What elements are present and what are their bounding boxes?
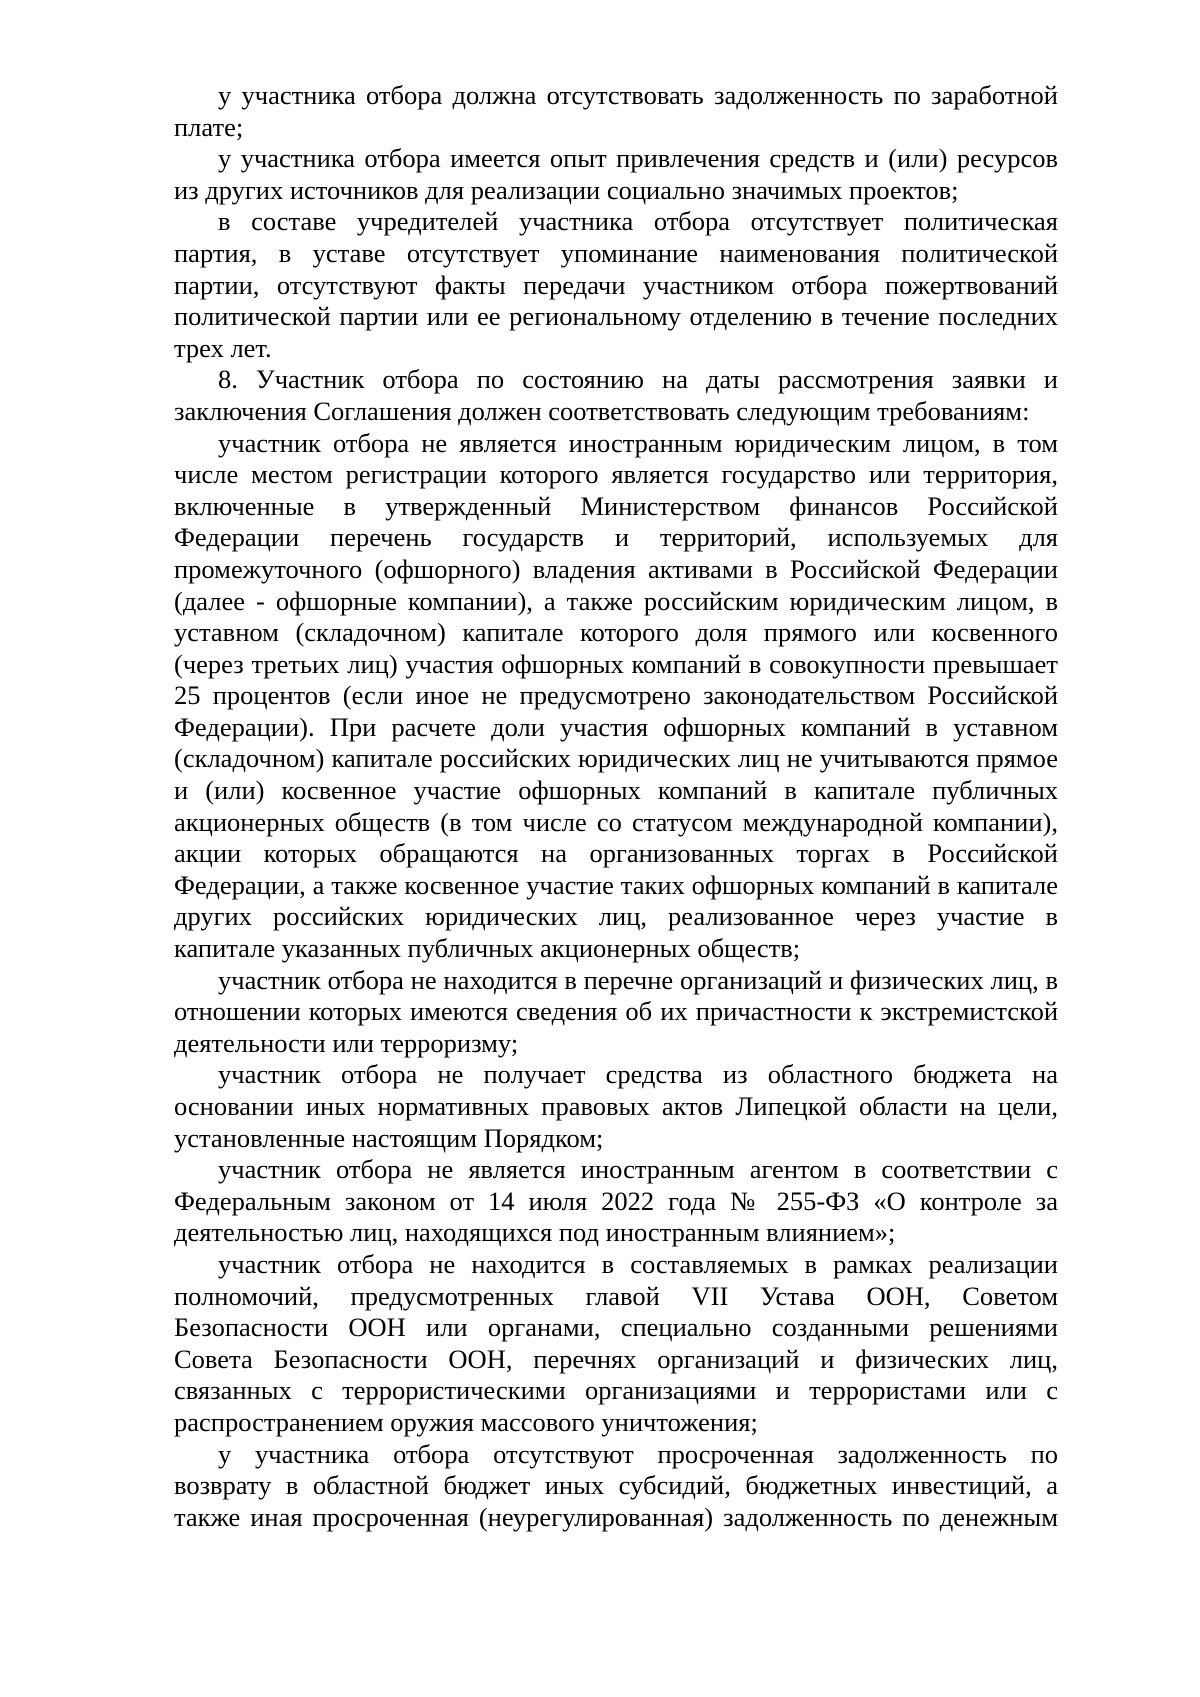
document-page	[174, 80, 1058, 1533]
paragraph-political-party: в составе учредителей участника отбора отсутствует политическая партия, в уставе отсутствует упоминание наименования политической партии, отсутствуют факты передачи участником отбора пожертвований политической партии или ее региональному отделению в течение последних трех лет.	[174, 206, 1058, 363]
paragraph-fundraising-experience: у участника отбора имеется опыт привлечения средств и (или) ресурсов из других источников для реализации социально значимых проектов;	[174, 143, 1058, 205]
paragraph-extremism-list: участник отбора не находится в перечне организаций и физических лиц, в отношении которых имеются сведения об их причастности к экстремистской деятельности или терроризму;	[174, 964, 1058, 1058]
paragraph-offshore: участник отбора не является иностранным юридическим лицом, в том числе местом регистрации которого является государство или территория, включенные в утвержденный Министерством финансов Российской Федерации перечень государств и территорий, используемых для промежуточного (офшорного) владения активами в Российской Федерации (далее - офшорные компании), а также российским юридическим лицом, в уставном (складочном) капитале которого доля прямого или косвенного (через третьих лиц) участия офшорных компаний в совокупности превышает 25 процентов (если иное не предусмотрено законодательством Российской Федерации). При расчете доли участия офшорных компаний в уставном (складочном) капитале российских юридических лиц не учитываются прямое и (или) косвенное участие офшорных компаний в капитале публичных акционерных обществ (в том числе со статусом международной компании), акции которых обращаются на организованных торгах в Российской Федерации, а также косвенное участие таких офшорных компаний в капитале других российских юридических лиц, реализованное через участие в капитале указанных публичных акционерных обществ;	[174, 427, 1058, 964]
paragraph-overdue-debt: у участника отбора отсутствуют просроченная задолженность по возврату в областной бюджет иных субсидий, бюджетных инвестиций, а также иная просроченная (неурегулированная) задолженность по денежным	[174, 1438, 1058, 1532]
paragraph-un-sanctions: участник отбора не находится в составляемых в рамках реализации полномочий, предусмотренных главой VII Устава ООН, Советом Безопасности ООН или органами, специально созданными решениями Совета Безопасности ООН, перечнях организаций и физических лиц, связанных с террористическими организациями и террористами или с распространением оружия массового уничтожения;	[174, 1248, 1058, 1437]
paragraph-regional-budget: участник отбора не получает средства из областного бюджета на основании иных нормативных правовых актов Липецкой области на цели, установленные настоящим Порядком;	[174, 1059, 1058, 1153]
paragraph-section-8: 8. Участник отбора по состоянию на даты рассмотрения заявки и заключения Соглашения должен соответствовать следующим требованиям:	[174, 364, 1058, 426]
paragraph-foreign-agent: участник отбора не является иностранным агентом в соответствии с Федеральным законом от 14 июля 2022 года № 255-ФЗ «О контроле за деятельностью лиц, находящихся под иностранным влиянием»;	[174, 1154, 1058, 1248]
paragraph-wage-debt: у участника отбора должна отсутствовать задолженность по заработной плате;	[174, 80, 1058, 142]
